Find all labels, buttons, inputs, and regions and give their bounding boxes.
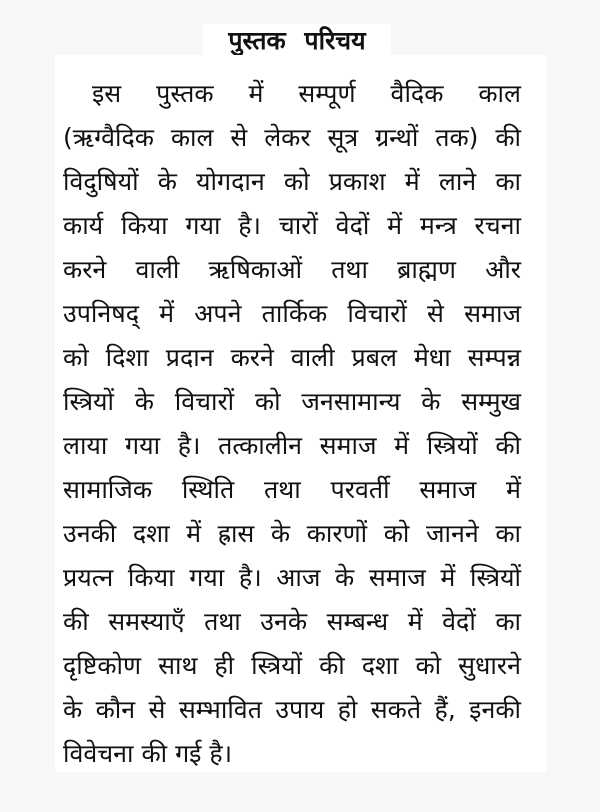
paragraph-line: प्रयत्न किया गया है। आज के समाज में स्त्रियों [63,563,521,592]
paragraph-line: उनकी दशा में ह्रास के कारणों को जानने का [63,519,521,548]
paragraph-line: स्त्रियों के विचारों को जनसामान्य के सम्मुख [63,387,521,416]
paragraph-line: करने वाली ऋषिकाओं तथा ब्राह्मण और [63,255,521,284]
paragraph-line: कार्य किया गया है। चारों वेदों में मन्त्र रचना [63,211,521,240]
paragraph-line: की समस्याएँ तथा उनके सम्बन्ध में वेदों का [63,607,521,636]
paragraph-line: दृष्टिकोण साथ ही स्त्रियों की दशा को सुधारने [63,651,521,680]
paragraph-line: के कौन से सम्भावित उपाय हो सकते हैं, इनकी [63,695,521,724]
paragraph-line: सामाजिक स्थिति तथा परवर्ती समाज में [63,475,521,504]
paragraph-line: विवेचना की गई है। [63,739,233,768]
paragraph-line: इस पुस्तक में सम्पूर्ण वैदिक काल [92,79,521,108]
text-box [55,55,546,772]
paragraph-line: को दिशा प्रदान करने वाली प्रबल मेधा सम्पन्न [63,343,521,372]
page-title: पुस्तक परिचय [228,26,366,55]
paragraph-line: विदुषियों के योगदान को प्रकाश में लाने का [63,167,521,196]
paragraph-line: (ऋग्वैदिक काल से लेकर सूत्र ग्रन्थों तक) की [63,123,521,152]
paragraph-line: उपनिषद् में अपने तार्किक विचारों से समाज [63,299,521,328]
title-box [203,24,391,58]
paragraph-line: लाया गया है। तत्कालीन समाज में स्त्रियों की [63,431,521,460]
